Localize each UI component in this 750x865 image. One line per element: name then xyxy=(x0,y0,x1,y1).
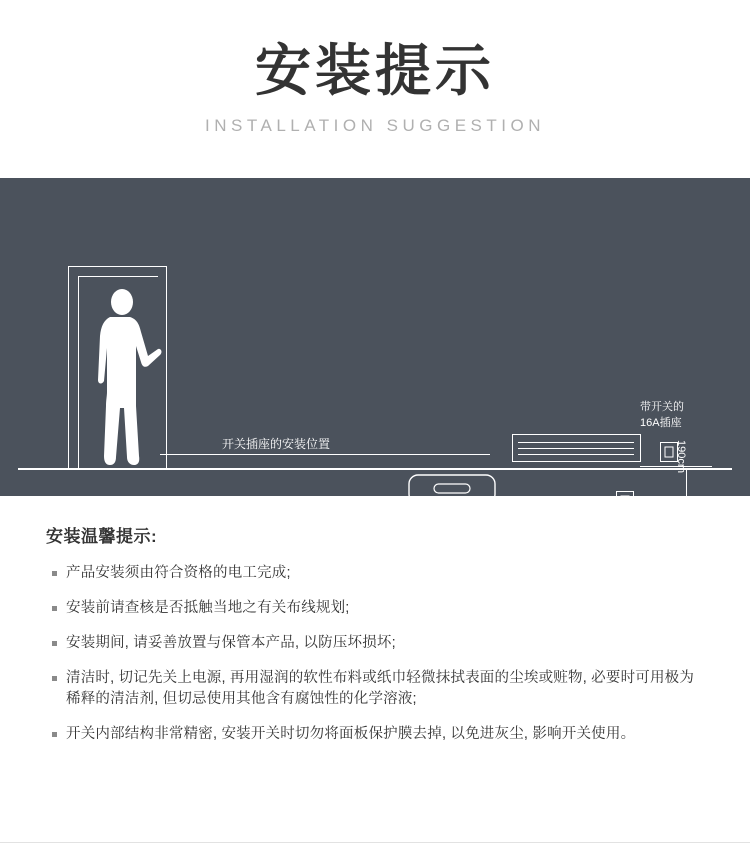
list-item xyxy=(46,598,704,619)
list-item xyxy=(46,563,704,584)
door-frame-inner-left xyxy=(78,276,79,468)
ac-left xyxy=(512,434,513,462)
note-text: 产品安装须由符合资格的电工完成; xyxy=(66,565,291,581)
door-frame-right xyxy=(166,266,167,468)
list-item xyxy=(46,668,704,710)
dim-190-arrow-line xyxy=(686,470,687,496)
note-text: 安装前请查核是否抵触当地之有关布线规划; xyxy=(66,600,350,616)
ac-bottom xyxy=(512,461,641,462)
person-silhouette xyxy=(92,288,164,468)
page-header xyxy=(0,0,750,178)
bullet-icon xyxy=(52,732,57,737)
dim-190-label: 190cm xyxy=(675,440,687,474)
switch-position-label: 开关插座的安装位置 xyxy=(222,437,331,451)
ac-top xyxy=(512,434,640,435)
range-hood-icon xyxy=(408,474,496,496)
door-frame-left xyxy=(68,266,69,468)
installation-diagram xyxy=(0,178,750,496)
note-text: 开关内部结构非常精密, 安装开关时切勿将面板保护膜去掉, 以免进灰尘, 影响开关使用。 xyxy=(66,726,636,742)
socket-plate-inner-ac xyxy=(665,447,674,458)
list-item xyxy=(46,633,704,654)
page-title: 安装提示 xyxy=(255,39,495,102)
bullet-icon xyxy=(52,571,57,576)
ac-vent-2 xyxy=(518,448,634,449)
note-text: 清洁时, 切记先关上电源, 再用湿润的软性布料或纸巾轻微抹拭表面的尘埃或赃物, 必要时可用极为稀释的清洁剂, 但切忌使用其他含有腐蚀性的化学溶液; xyxy=(66,670,695,707)
floor-line xyxy=(18,468,732,470)
ac-vent-3 xyxy=(518,454,634,455)
ac-right xyxy=(640,434,641,462)
ac-socket-label-line2: 16A插座 xyxy=(640,417,682,429)
ac-socket-label-line1: 带开关的 xyxy=(640,401,684,413)
door-frame-inner-top xyxy=(78,276,158,277)
ac-vent-1 xyxy=(518,442,634,443)
notes-title: 安装温馨提示: xyxy=(46,527,158,546)
list-item xyxy=(46,724,704,745)
door-frame-top xyxy=(68,266,167,267)
bullet-icon xyxy=(52,676,57,681)
bullet-icon xyxy=(52,641,57,646)
installation-notes xyxy=(0,496,750,779)
page-subtitle: INSTALLATION SUGGESTION xyxy=(205,116,545,135)
switch-position-guide-line xyxy=(160,454,490,455)
footer-divider xyxy=(0,842,750,843)
note-text: 安装期间, 请妥善放置与保管本产品, 以防压坏损坏; xyxy=(66,635,396,651)
bullet-icon xyxy=(52,606,57,611)
